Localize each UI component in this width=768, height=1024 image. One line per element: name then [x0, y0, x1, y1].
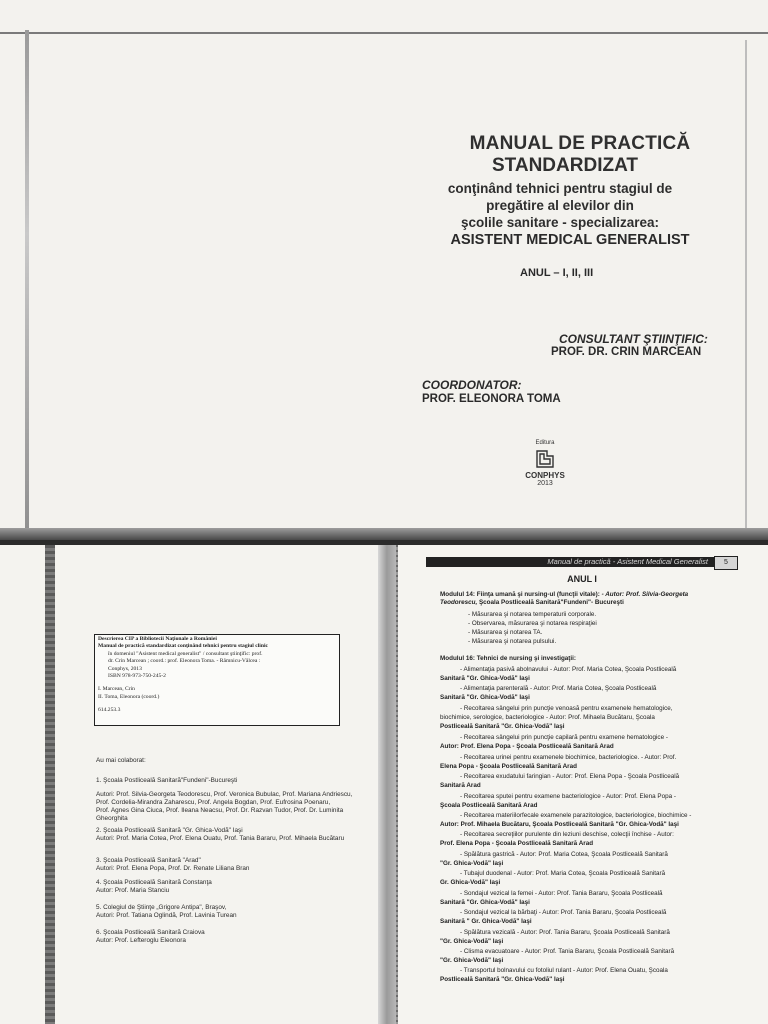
list-item: - Recoltarea exudatului faringian - Autor: Prof. Elena Popa - Şcoala Postliceală: [460, 773, 680, 780]
collaborator-authors: Autor: Prof. Lefteroglu Eleonora: [96, 937, 186, 945]
list-item: Gr. Ghica-Vodă" Iaşi: [440, 879, 501, 886]
cip-line: în domeniul "Asistent medical generalist" / consultant ştiinţific: prof.: [108, 650, 263, 657]
list-item: - Măsurarea şi notarea temperaturii corporale.: [468, 611, 597, 618]
module-title: Modulul 14: Fiinţa umană şi nursing-ul (funcţii vitale):: [440, 591, 600, 598]
list-item: - Recoltarea sputei pentru examene bacteriologice - Autor: Prof. Elena Popa -: [460, 793, 676, 800]
cip-line: Manual de practică standardizat conţinând tehnici pentru stagiul clinic: [98, 643, 268, 650]
list-item: - Măsurarea şi notarea TA.: [468, 629, 543, 636]
cip-isbn: ISBN 978-973-750-245-2: [108, 673, 166, 680]
collaborator-school: 4. Şcoala Postliceală Sanitară Constanţa: [96, 879, 212, 886]
publisher-label: Editura: [535, 440, 555, 446]
publisher-logo-icon: [531, 448, 559, 470]
collaborator-group: [96, 857, 249, 873]
collaborator-school: 5. Colegiul de Ştiinţe „Grigore Antipa", Braşov,: [96, 904, 227, 911]
list-item: biochimice, serologice, bacteriologice - Autor: Prof. Mihaela Bucătaru, Şcoala: [440, 714, 655, 721]
coordinator-name: PROF. ELEONORA TOMA: [422, 393, 561, 405]
module-14: [440, 591, 740, 607]
page-right-edge: [745, 40, 747, 530]
collaborator-school: 2. Şcoala Postliceală Sanitară "Gr. Ghica-Vodă" Iaşi: [96, 827, 243, 834]
collaborator-group: [96, 929, 205, 945]
collaborator-group: [96, 904, 237, 920]
list-item: - Recoltarea secreţiilor purulente din leziuni deschise, colecţii închise - Autor:: [460, 831, 674, 838]
list-item: - Alimentaţia parenterală - Autor: Prof. Maria Cotea, Şcoala Postliceală: [460, 685, 657, 692]
running-head: Manual de practică - Asistent Medical Generalist: [426, 557, 714, 567]
list-item: Autor: Prof. Mihaela Bucătaru, Şcoala Postliceală Sanitară "Gr. Ghica-Vodă" Iaşi: [440, 821, 679, 828]
page-number: 5: [714, 556, 738, 570]
page-left-edge: [25, 30, 29, 540]
module-school: Şcoala Postliceală Sanitară"Fundeni"- Bucureşti: [478, 599, 624, 607]
collaborator-school: 3. Şcoala Postliceală Sanitară "Arad": [96, 857, 201, 864]
publisher-year: 2013: [537, 480, 553, 487]
list-item: Sanitară "Gr. Ghica-Vodă" Iaşi: [440, 675, 530, 682]
collaborator-authors: Gheorghita: [96, 815, 128, 823]
collaborator-authors: Autori: Prof. Elena Popa, Prof. Dr. Renate Liliana Bran: [96, 865, 250, 873]
collaborator-group: [96, 827, 344, 843]
cover-title-line2: STANDARDIZAT: [492, 155, 638, 176]
cip-line: II. Toma, Eleonora (coord.): [98, 693, 160, 700]
list-item: - Tubajul duodenal - Autor: Prof. Maria Cotea, Şcoala Postliceală Sanitară: [460, 870, 666, 877]
consultant-label: CONSULTANT ŞTIINŢIFIC:: [559, 332, 708, 346]
list-item: Prof. Elena Popa - Şcoala Postliceală Sanitară Arad: [440, 840, 594, 847]
cover-subtitle-line1: conţinând tehnici pentru stagiul de: [447, 181, 673, 196]
coordinator-label: COORDONATOR:: [422, 378, 522, 392]
consultant-name: PROF. DR. CRIN MARCEAN: [551, 346, 702, 358]
list-item: - Recoltarea sângelui prin puncţie venoasă pentru examenele hematologice,: [460, 705, 673, 712]
right-page: [396, 545, 768, 1024]
cover-years: ANUL – I, II, III: [520, 267, 594, 279]
collaborator-school: 6. Şcoala Postliceală Sanitară Craiova: [96, 929, 205, 936]
cip-description-box: [94, 634, 340, 726]
collaborator-group: [96, 777, 352, 823]
cip-classification: 614.253.3: [98, 707, 121, 714]
list-item: - Clisma evacuatoare - Autor: Prof. Tania Bararu, Şcoala Postliceală Sanitară: [460, 948, 675, 955]
collaborator-group: [96, 879, 212, 895]
collaborators-intro: Au mai colaborat:: [96, 757, 146, 764]
list-item: - Spălătura vezicală - Autor: Prof. Tania Bararu, Şcoala Postliceală Sanitară: [460, 929, 670, 936]
collaborator-authors: Autori: Prof. Silvia-Georgeta Teodorescu, Prof. Veronica Bubulac, Prof. Mariana Andriescu,: [96, 791, 353, 799]
list-item: Autor: Prof. Elena Popa - Şcoala Postliceală Sanitară Arad: [440, 743, 614, 750]
list-item: "Gr. Ghica-Vodă" Iaşi: [440, 860, 504, 867]
list-item: Şcoala Postliceală Sanitară Arad: [440, 802, 538, 809]
cover-specialization: ASISTENT MEDICAL GENERALIST: [450, 232, 690, 248]
collaborator-school: 1. Şcoala Postliceală Sanitară"Fundeni"-Bucureşti: [96, 777, 238, 784]
collaborator-authors: Prof. Agnes Gina Ciuca, Prof. Ileana Neacsu, Prof. Dr. Razvan Tudor, Prof. Dr. Luminita: [96, 807, 344, 815]
list-item: - Măsurarea şi notarea pulsului.: [468, 638, 557, 645]
list-item: Postliceală Sanitară "Gr. Ghica-Vodă" Iaşi: [440, 723, 565, 730]
cover-subtitle-line3: şcolile sanitare - specializarea:: [460, 215, 660, 230]
collaborator-authors: Autori: Prof. Tatiana Oglindă, Prof. Lavinia Turean: [96, 912, 237, 920]
module-title: Modulul 16: Tehnici de nursing şi investigaţii:: [440, 655, 576, 662]
cip-line: Conphys, 2013: [108, 665, 142, 672]
list-item: - Spălătura gastrică - Autor: Prof. Maria Cotea, Şcoala Postliceală Sanitară: [460, 851, 668, 858]
cover-subtitle-line2: pregătire al elevilor din: [486, 198, 634, 213]
left-page: [0, 545, 396, 1024]
cover-title-line1: MANUAL DE PRACTICĂ: [469, 133, 691, 154]
list-item: Sanitară Arad: [440, 782, 481, 789]
list-item: Elena Popa - Şcoala Postliceală Sanitară Arad: [440, 763, 577, 770]
list-item: - Recoltarea materiilorfecale examenele parazitologice, bacteriologice, biochimice -: [460, 812, 692, 819]
publisher-name: CONPHYS: [525, 471, 565, 480]
collaborator-authors: Prof. Cordelia-Mirandra Zaharescu, Prof. Angela Bogdan, Prof. Eufrosina Poenaru,: [96, 799, 331, 807]
module-author: - Autor: Prof. Silvia-Georgeta: [601, 591, 689, 598]
list-item: - Alimentaţia pasivă abolnavului - Autor: Prof. Maria Cotea, Şcoala Postliceală: [460, 666, 677, 673]
cip-line: I. Marcean, Crin: [98, 686, 135, 693]
scan-bottom-band: [0, 528, 768, 540]
collaborator-authors: Autor: Prof. Maria Stanciu: [96, 887, 170, 895]
list-item: Postliceală Sanitară "Gr. Ghica-Vodă" Iaşi: [440, 976, 565, 983]
list-item: - Transportul bolnavului cu fotoliul rulant - Autor: Prof. Elena Ouatu, Şcoala: [460, 967, 668, 974]
book-spine-right: [396, 545, 398, 1024]
scan-edge-line: [0, 32, 768, 34]
list-item: - Sondajul vezical la bărbaţi - Autor: Prof. Tania Bararu, Şcoala Postliceală: [460, 909, 667, 916]
list-item: Sanitară "Gr. Ghica-Vodă" Iaşi: [440, 899, 530, 906]
cip-line: dr. Crin Marcean ; coord.: prof. Eleonora Toma. - Râmnicu-Vâlcea :: [108, 658, 261, 665]
cip-line: Descrierea CIP a Bibliotecii Naţionale a României: [98, 636, 217, 642]
book-spine-left: [45, 545, 55, 1024]
list-item: - Observarea, măsurarea şi notarea respiraţiei: [468, 620, 597, 627]
list-item: "Gr. Ghica-Vodă" Iaşi: [440, 957, 504, 964]
collaborator-authors: Autori: Prof. Maria Cotea, Prof. Elena Ouatu, Prof. Tania Bararu, Prof. Mihaela Bucătaru: [96, 835, 345, 843]
year-heading: ANUL I: [567, 574, 597, 584]
module-author: Teodorescu,: [440, 599, 478, 607]
list-item: Sanitară "Gr. Ghica-Vodă" Iaşi: [440, 694, 530, 701]
list-item: - Sondajul vezical la femei - Autor: Prof. Tania Bararu, Şcoala Postliceală: [460, 890, 663, 897]
list-item: "Gr. Ghica-Vodă" Iaşi: [440, 938, 504, 945]
list-item: Sanitară " Gr. Ghica-Vodă" Iaşi: [440, 918, 532, 925]
list-item: - Recoltarea urinei pentru examenele biochimice, bacteriologice. - Autor: Prof.: [460, 754, 677, 761]
list-item: - Recoltarea sângelui prin puncţie capilară pentru examene hematologice -: [460, 734, 668, 741]
